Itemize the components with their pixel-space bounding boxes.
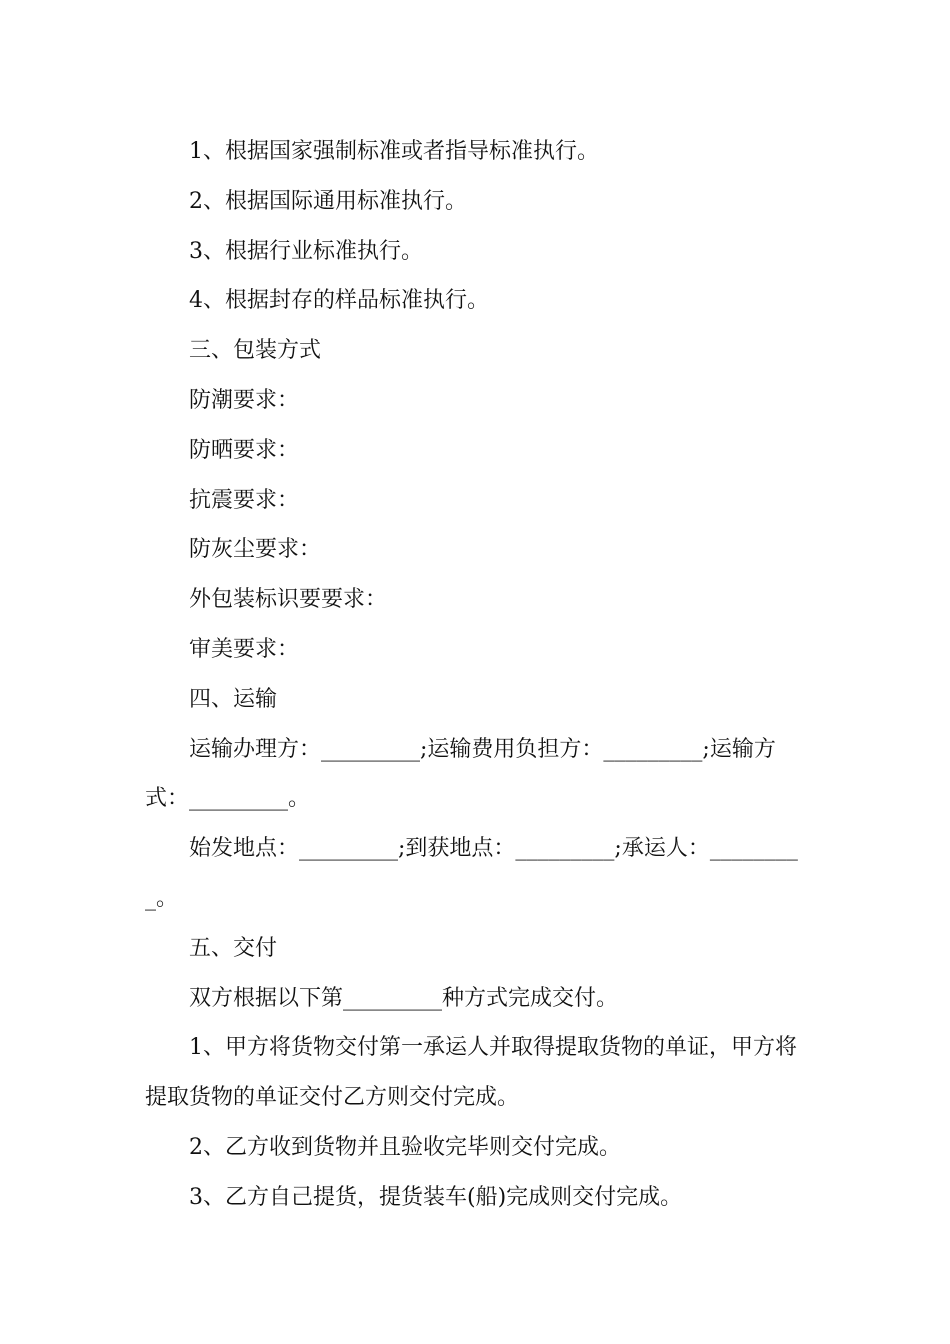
section-heading-transport: 四、运输: [189, 686, 278, 712]
standard-item-2: 2、根据国际通用标准执行。: [189, 188, 467, 214]
transport-terms: 运输办理方：_________;运输费用负担方：_________;运输方式：_________。: [145, 736, 776, 812]
dust-requirement: 防灰尘要求：: [189, 537, 322, 563]
moisture-requirement: 防潮要求：: [189, 387, 300, 413]
aesthetic-requirement: 审美要求：: [189, 636, 300, 662]
section-heading-packaging: 三、包装方式: [189, 338, 322, 364]
outer-label-requirement: 外包装标识要要求：: [189, 587, 388, 613]
standard-item-3: 3、根据行业标准执行。: [189, 238, 423, 264]
delivery-option-1: 1、甲方将货物交付第一承运人并取得提取货物的单证，甲方将提取货物的单证交付乙方则交付完成。: [145, 1035, 797, 1111]
transport-locations: 始发地点：_________;到获地点：_________;承运人：_________。: [145, 836, 798, 911]
sun-requirement: 防晒要求：: [189, 437, 300, 463]
standard-item-4: 4、根据封存的样品标准执行。: [189, 288, 489, 314]
delivery-method: 双方根据以下第_________种方式完成交付。: [189, 985, 619, 1011]
delivery-option-2: 2、乙方收到货物并且验收完毕则交付完成。: [189, 1134, 621, 1160]
section-heading-delivery: 五、交付: [189, 935, 278, 961]
delivery-option-3: 3、乙方自己提货，提货装车(船)完成则交付完成。: [189, 1184, 683, 1210]
shock-requirement: 抗震要求：: [189, 487, 300, 513]
document-body: [145, 127, 807, 1223]
standard-item-1: 1、根据国家强制标准或者指导标准执行。: [189, 139, 599, 164]
